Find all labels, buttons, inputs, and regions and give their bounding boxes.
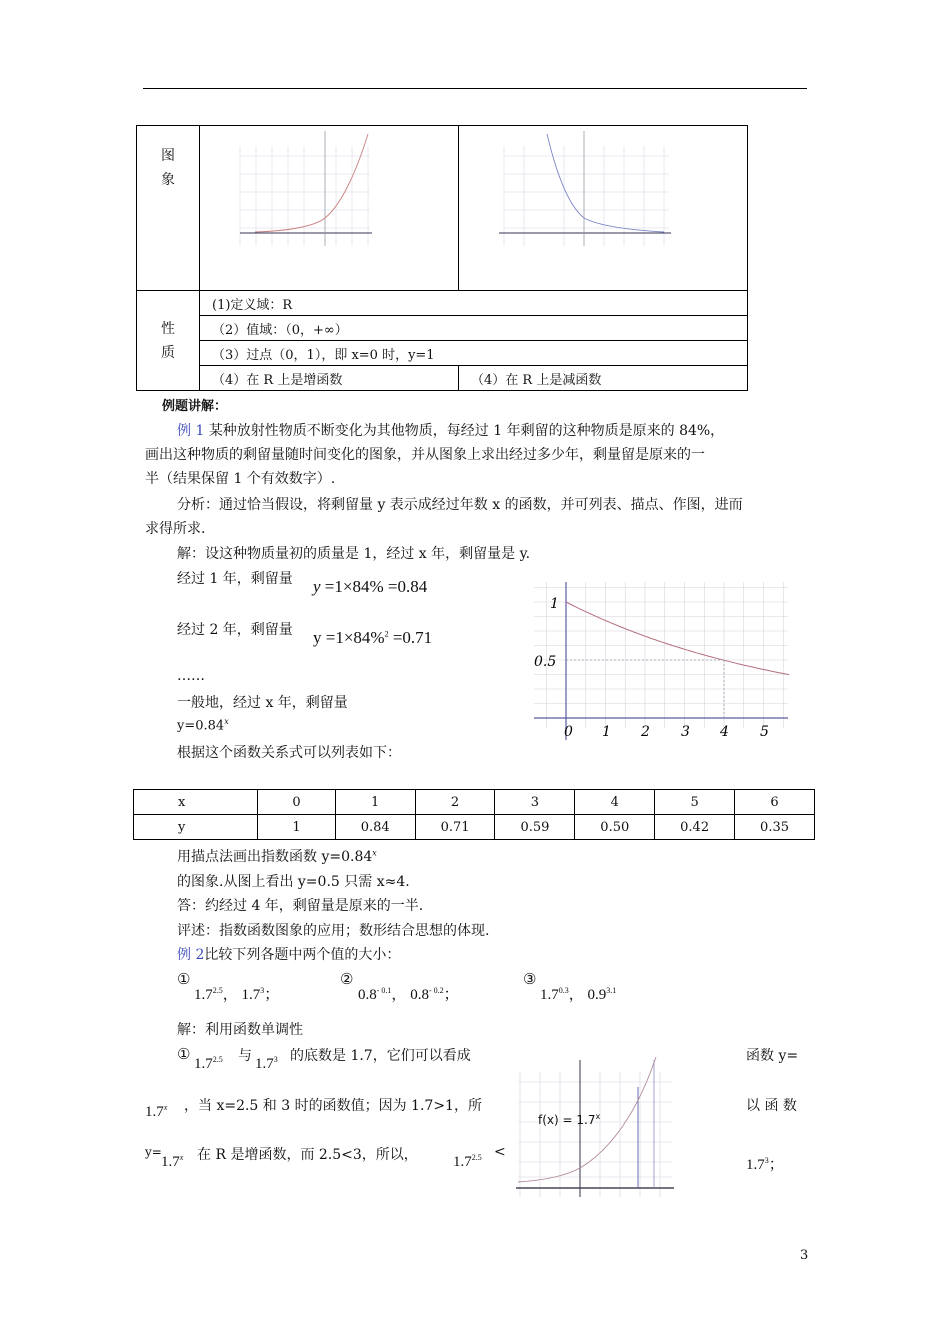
ex2-sol-term-a: $1.7^{2.5}$ <box>194 1055 223 1072</box>
value-table-x-row <box>134 790 815 815</box>
ex2-sol-fn-expr: 1.7$^x$ <box>145 1103 168 1120</box>
ex1-label: 例 1 <box>177 423 205 439</box>
ex1-list-intro: 根据这个函数关系式可以列表如下： <box>177 745 401 761</box>
ex2-sol-y: y= <box>145 1145 162 1159</box>
property-range: （2）值域：（0，+∞） <box>200 316 748 341</box>
x-cell: 6 <box>735 790 815 815</box>
ex1-formula-year2: y =1×84%$^2$ =0.71 <box>313 628 433 647</box>
x-tick-5: 5 <box>760 724 769 740</box>
property-fixed-point: （3）过点（0，1），即 x=0 时，y=1 <box>200 341 748 366</box>
ex1-review: 评述：指数函数图象的应用；数形结合思想的体现. <box>177 923 490 939</box>
ex1-text2: 画出这种物质的剩留量随时间变化的图象，并从图象上求出经过多少年，剩量留是原来的一 <box>145 447 705 463</box>
ex1-analysis1: 分析：通过恰当假设，将剩留量 y 表示成经过年数 x 的函数，并可列表、描点、作图，进而 <box>177 497 743 513</box>
y-cell: 0.50 <box>575 815 655 840</box>
ex1-year2-label: 经过 2 年，剩留量 <box>177 622 293 638</box>
ex1-answer: 答：约经过 4 年，剩留量是原来的一半. <box>177 898 424 914</box>
x-cell: 3 <box>495 790 575 815</box>
y-header: y <box>134 815 258 840</box>
x-tick-2: 2 <box>641 724 650 740</box>
ex1-text3: 半（结果保留 1 个有效数字）. <box>145 471 336 487</box>
ex2-sol-and: 与 <box>238 1048 252 1064</box>
ex2-sol-term-b: $1.7^3$ <box>255 1055 278 1072</box>
x-cell: 4 <box>575 790 655 815</box>
ex2-sol-increasing-text: 在 R 是增函数，而 2.5<3，所以， <box>197 1147 418 1163</box>
value-table <box>133 789 815 840</box>
y-cell: 0.84 <box>335 815 415 840</box>
decreasing-exp-graph <box>459 126 747 286</box>
ex2-sol-when-text: ，当 x=2.5 和 3 时的函数值；因为 1.7>1，所 <box>184 1098 482 1114</box>
x-cell: 2 <box>415 790 495 815</box>
x-tick-1: 1 <box>602 724 611 740</box>
ex2-sol-circled-1: ① <box>177 1045 191 1063</box>
x-tick-0: 0 <box>564 724 573 740</box>
decay-curve <box>566 602 789 675</box>
page-number: 3 <box>800 1248 809 1263</box>
y-cell: 0.35 <box>735 815 815 840</box>
ex1-plot-line2: 的图象.从图上看出 y=0.5 只需 x≈4. <box>177 874 410 890</box>
ex1-ellipsis: …… <box>177 668 205 684</box>
graph-increasing-cell <box>200 126 459 291</box>
section-title: 例题讲解： <box>162 399 228 414</box>
ex2-line <box>177 944 400 964</box>
ex2-label: 例 2 <box>177 947 205 963</box>
ex2-sol-less-than: < <box>494 1144 506 1160</box>
ex1-general: 一般地，经过 x 年，剩留量 <box>177 695 348 711</box>
y-cell: 0.59 <box>495 815 575 840</box>
y-cell: 0.42 <box>655 815 735 840</box>
row-label-image: 图 象 <box>137 126 200 291</box>
ex1-line1 <box>177 420 724 440</box>
ex2-circled-2: ② <box>340 970 354 988</box>
graph-function-label: $f(x) = 1.7^x$ <box>538 1112 601 1127</box>
ex2-sol-function-text: 函数 y= <box>746 1048 799 1064</box>
y-cell: 0.71 <box>415 815 495 840</box>
y-tick-1: 1 <box>550 596 559 612</box>
x-tick-4: 4 <box>720 724 729 740</box>
ex1-formula-year1: y =1×84% =0.84 <box>313 577 428 596</box>
ex2-solution-intro: 解：利用函数单调性 <box>177 1022 303 1038</box>
ex2-text: 比较下列各题中两个值的大小： <box>204 947 401 963</box>
ex1-solution-intro: 解：设这种物质量初的质量是 1，经过 x 年，剩留量是 y. <box>177 546 531 562</box>
ex2-sol-base-text: 的底数是 1.7，它们可以看成 <box>290 1048 471 1064</box>
growth-graph <box>514 1052 676 1202</box>
ex2-sol-fn-expr-2: 1.7$^x$ <box>161 1153 184 1170</box>
property-domain: (1)定义域：R <box>200 291 748 316</box>
y-tick-0.5: 0.5 <box>534 654 557 670</box>
ex2-sol-so-text: 以 函 数 <box>746 1098 797 1114</box>
property-decreasing: （4）在 R 上是减函数 <box>459 366 748 391</box>
ex1-formula-general: $y=0.84^x$ <box>177 717 229 734</box>
ex2-sol-compare-a: $1.7^{2.5}$ <box>453 1153 482 1170</box>
y-cell: 1 <box>258 815 336 840</box>
x-cell: 0 <box>258 790 336 815</box>
ex2-circled-1: ① <box>177 970 191 988</box>
row-label-properties: 性 质 <box>137 291 200 391</box>
decay-graph <box>530 578 792 744</box>
ex2-problem-3: $1.7^{0.3}$， $0.9^{3.1}$ <box>540 986 617 1003</box>
ex2-problem-2: $0.8^{- 0.1}$， $0.8^{- 0.2}$； <box>358 986 459 1003</box>
x-cell: 5 <box>655 790 735 815</box>
properties-table <box>136 125 748 391</box>
ex1-year1-label: 经过 1 年，剩留量 <box>177 571 293 587</box>
increasing-exp-graph <box>200 126 458 286</box>
graph-decreasing-cell <box>459 126 748 291</box>
ex2-sol-compare-b: $1.7^3$； <box>746 1156 784 1173</box>
ex1-plot-line1: 用描点法画出指数函数 $y=0.84^x$ <box>177 848 377 865</box>
x-header: x <box>134 790 258 815</box>
x-tick-3: 3 <box>681 724 690 740</box>
property-increasing: （4）在 R 上是增函数 <box>200 366 459 391</box>
ex1-analysis2: 求得所求. <box>145 521 206 537</box>
header-rule <box>143 88 807 89</box>
ex2-problem-1: $1.7^{2.5}$， $1.7^3$； <box>194 986 280 1003</box>
ex2-circled-3: ③ <box>523 970 537 988</box>
ex1-text1: 某种放射性物质不断变化为其他物质，每经过 1 年剩留的这种物质是原来的 84%， <box>208 423 725 439</box>
value-table-y-row <box>134 815 815 840</box>
x-cell: 1 <box>335 790 415 815</box>
